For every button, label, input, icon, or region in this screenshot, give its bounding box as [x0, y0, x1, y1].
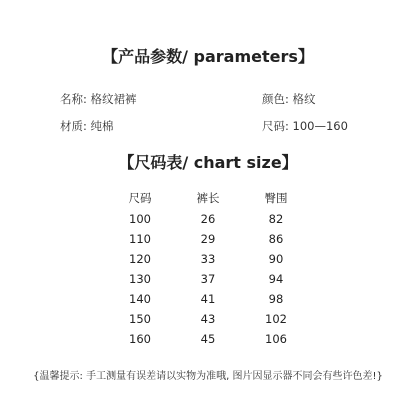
- cell-length: 43: [200, 312, 216, 326]
- cell-size: 110: [129, 232, 151, 246]
- cell-length: 26: [200, 212, 216, 226]
- cell-hip: 82: [268, 212, 284, 226]
- table-row: [0, 272, 416, 290]
- measurement-note: {温馨提示: 手工测量有误差请以实物为准哦, 图片因显示器不同会有些许色差!}: [33, 371, 383, 382]
- header-hip: 臀围: [264, 191, 288, 205]
- product-material: 材质: 纯棉: [60, 119, 114, 133]
- cell-size: 120: [129, 252, 151, 266]
- product-color: 颜色: 格纹: [262, 92, 316, 106]
- cell-length: 45: [200, 332, 216, 346]
- table-row: [0, 292, 416, 310]
- cell-size: 150: [129, 312, 151, 326]
- cell-length: 37: [200, 272, 216, 286]
- table-row: [0, 212, 416, 230]
- size-table-header: [0, 190, 416, 208]
- cell-hip: 106: [265, 332, 287, 346]
- header-size: 尺码: [128, 191, 152, 205]
- cell-hip: 90: [268, 252, 284, 266]
- cell-hip: 94: [268, 272, 284, 286]
- size-chart-title: 【尺码表/ chart size】: [118, 153, 298, 172]
- cell-length: 41: [200, 292, 216, 306]
- cell-length: 33: [200, 252, 216, 266]
- cell-size: 160: [129, 332, 151, 346]
- table-row: [0, 252, 416, 270]
- cell-size: 100: [129, 212, 151, 226]
- cell-size: 140: [129, 292, 151, 306]
- header-length: 裤长: [196, 191, 220, 205]
- cell-size: 130: [129, 272, 151, 286]
- cell-hip: 98: [268, 292, 284, 306]
- table-row: [0, 232, 416, 250]
- table-row: [0, 312, 416, 330]
- parameters-title: 【产品参数/ parameters】: [102, 47, 314, 66]
- product-name: 名称: 格纹裙裤: [60, 92, 137, 106]
- product-size-range: 尺码: 100—160: [262, 119, 348, 133]
- table-row: [0, 332, 416, 350]
- cell-hip: 86: [268, 232, 284, 246]
- cell-hip: 102: [265, 312, 287, 326]
- cell-length: 29: [200, 232, 216, 246]
